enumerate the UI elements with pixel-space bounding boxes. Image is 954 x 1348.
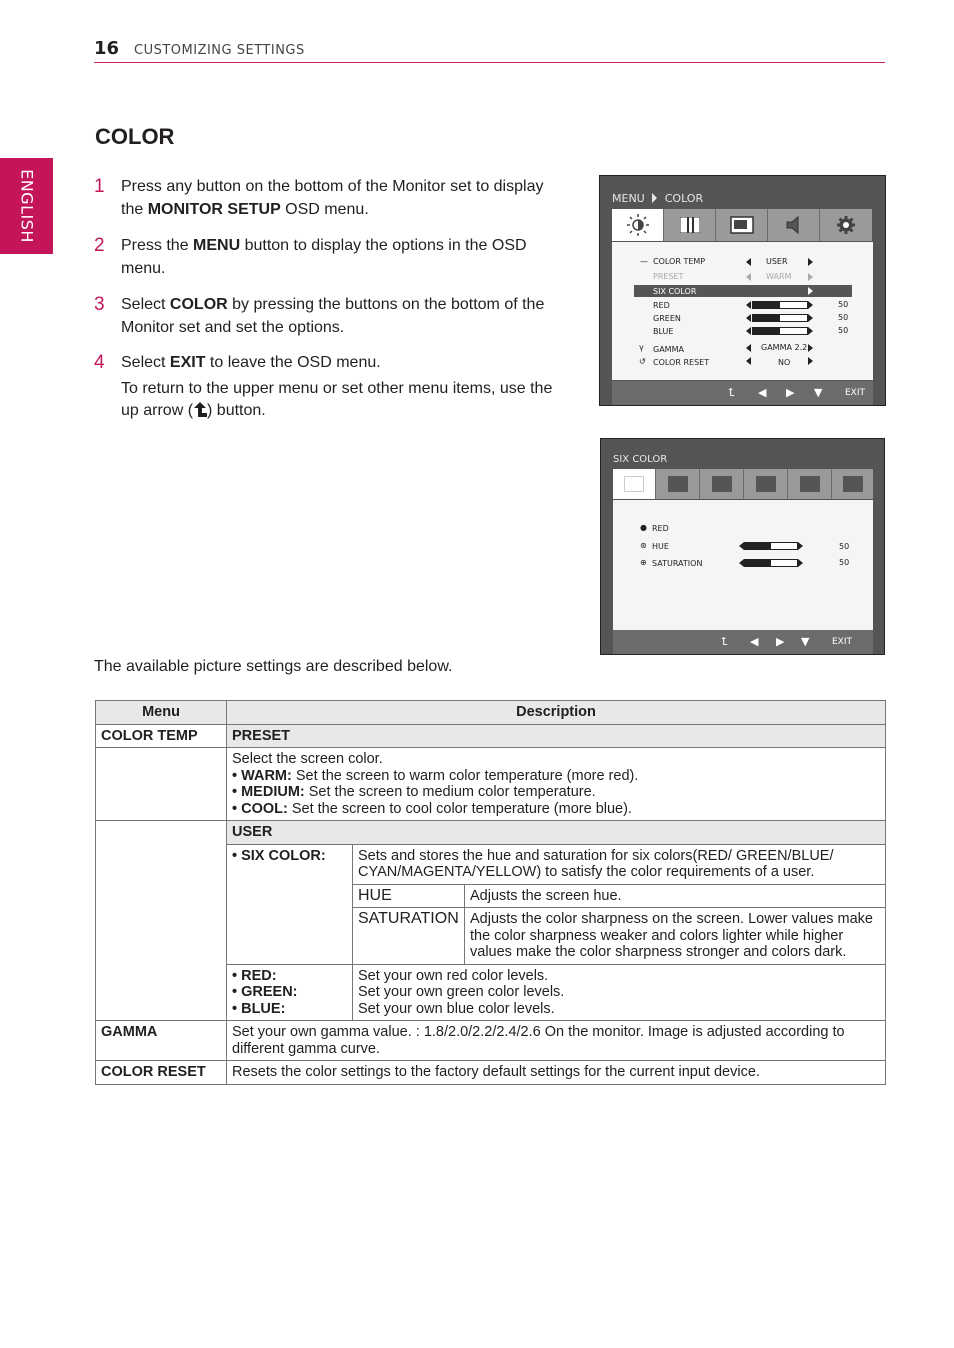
step-text: Press the — [121, 237, 194, 254]
rgb-labels — [227, 964, 353, 1021]
osd-tab-bar — [612, 209, 872, 241]
osd-six-color-menu — [600, 438, 885, 655]
osd-tab-audio[interactable] — [768, 209, 820, 241]
blue-description: Set your own blue color levels. — [358, 1000, 555, 1017]
osd-tab-display[interactable] — [716, 209, 768, 241]
up-arrow-icon — [193, 402, 207, 417]
settings-table — [95, 700, 886, 1085]
step-text: OSD menu. — [280, 200, 369, 218]
preset-intro: Select the screen color. — [232, 751, 383, 767]
submenu-user: USER — [227, 821, 886, 845]
gear-icon — [836, 215, 856, 235]
step-text: to leave the OSD menu. — [205, 354, 381, 371]
arrow-right-icon[interactable]: ▶ — [776, 635, 785, 648]
table-row — [96, 1061, 886, 1085]
preset-medium-label: • MEDIUM: — [232, 784, 305, 800]
osd-option-saturation[interactable]: SATURATION — [652, 559, 703, 568]
menu-color-reset: COLOR RESET — [96, 1061, 227, 1085]
arrow-left-icon[interactable] — [746, 314, 751, 322]
arrow-right-icon[interactable] — [808, 301, 813, 309]
osd-color-swatch-magenta[interactable] — [788, 469, 832, 499]
osd-option-blue[interactable]: BLUE — [653, 327, 674, 336]
red-label: • RED: — [232, 967, 277, 984]
menu-gamma: GAMMA — [96, 1021, 227, 1061]
gamma-description: Set your own gamma value. : 1.8/2.0/2.2/2.4/2.6 On the monitor. Image is adjusted according to different gamma curve. — [227, 1021, 886, 1061]
osd-value: NO — [778, 358, 791, 367]
six-color-label: • SIX COLOR: — [227, 844, 353, 964]
preset-cool-text: Set the screen to cool color temperature (more blue). — [287, 800, 632, 817]
arrow-left-icon[interactable]: ◀ — [758, 386, 767, 399]
osd-option-hue[interactable]: HUE — [652, 542, 669, 551]
osd-slider-red[interactable] — [752, 301, 808, 309]
step-number: 3 — [94, 294, 105, 315]
color-reset-description: Resets the color settings to the factory default settings for the current input device. — [227, 1061, 886, 1085]
osd-exit-button[interactable]: EXIT — [832, 637, 853, 647]
osd-option-preset[interactable]: PRESET — [653, 272, 684, 281]
osd-slider-saturation[interactable] — [744, 559, 798, 567]
osd-tab-picture[interactable] — [612, 209, 664, 241]
table-row — [96, 821, 886, 845]
arrow-right-icon[interactable] — [808, 344, 813, 352]
column-header-menu: Menu — [96, 701, 227, 725]
osd-slider-fill — [745, 543, 771, 549]
minus-icon: — — [640, 257, 648, 266]
step-number: 1 — [94, 176, 105, 197]
red-description: Set your own red color levels. — [358, 967, 549, 984]
speaker-icon — [784, 215, 804, 235]
osd-option-green[interactable]: GREEN — [653, 314, 681, 323]
six-color-description: Sets and stores the hue and saturation for six colors(RED/ GREEN/BLUE/ CYAN/MAGENTA/YELLOW) to satisfy the color requirements of a user. — [353, 844, 886, 884]
osd-slider-blue[interactable] — [752, 327, 808, 335]
osd-option-red[interactable]: RED — [653, 301, 670, 310]
osd-value: 50 — [839, 558, 850, 567]
step-text: by pressing the buttons on the bottom of the Monitor set and set the options. — [121, 296, 545, 336]
step-4 — [94, 352, 564, 423]
arrow-right-icon[interactable] — [798, 542, 803, 550]
reset-icon: ↺ — [639, 357, 646, 366]
step-note: ) button. — [207, 402, 266, 419]
arrow-left-icon[interactable] — [746, 301, 751, 309]
arrow-right-icon[interactable] — [808, 273, 813, 281]
table-row — [96, 748, 886, 821]
osd-value: GAMMA 2.2 — [761, 343, 808, 352]
arrow-right-icon[interactable] — [798, 559, 803, 567]
step-number: 4 — [94, 352, 105, 373]
osd-option-color-temp[interactable]: COLOR TEMP — [653, 257, 706, 266]
osd-value: 50 — [838, 326, 849, 335]
intro-text: The available picture settings are described below. — [94, 658, 453, 675]
osd-slider-fill — [753, 328, 780, 334]
step-keyword: EXIT — [169, 354, 206, 371]
green-description: Set your own green color levels. — [358, 984, 565, 1000]
arrow-right-icon[interactable] — [808, 314, 813, 322]
osd-slider-fill — [745, 560, 771, 566]
preset-warm-label: • WARM: — [232, 767, 292, 784]
step-text: Press any button on the bottom of the Monitor set to display the — [121, 178, 544, 218]
arrow-right-icon[interactable] — [808, 357, 813, 365]
preset-warm-text: Set the screen to warm color temperature (more red). — [291, 767, 639, 784]
submenu-preset: PRESET — [227, 724, 886, 748]
saturation-label: SATURATION — [353, 908, 465, 965]
language-tab-label: ENGLISH — [17, 169, 37, 243]
up-arrow-icon[interactable]: ⮤ — [721, 635, 728, 648]
arrow-left-icon[interactable] — [746, 273, 751, 281]
step-number: 2 — [94, 235, 105, 256]
arrow-right-icon[interactable] — [808, 327, 813, 335]
rgb-descriptions — [353, 964, 886, 1021]
color-bars-icon — [680, 217, 700, 233]
osd-color-swatch-yellow[interactable] — [832, 469, 873, 499]
osd-options-panel — [612, 242, 873, 380]
osd-color-swatch-blue[interactable] — [700, 469, 744, 499]
blue-label: • BLUE: — [232, 1000, 286, 1017]
green-label: • GREEN: — [232, 984, 298, 1000]
osd-value: USER — [766, 257, 788, 266]
osd-breadcrumb — [612, 192, 703, 205]
preset-description — [227, 748, 886, 821]
step-keyword: COLOR — [169, 296, 228, 313]
column-header-description: Description — [227, 701, 886, 725]
arrow-left-icon[interactable] — [746, 344, 751, 352]
osd-tab-color[interactable] — [664, 209, 716, 241]
osd-breadcrumb-menu: MENU — [612, 192, 645, 205]
language-tab — [0, 158, 53, 254]
arrow-left-icon[interactable] — [746, 327, 751, 335]
hue-label: HUE — [353, 884, 465, 908]
step-keyword: MENU — [193, 237, 241, 254]
osd-button-bar — [613, 630, 873, 654]
gamma-icon: γ — [639, 343, 644, 352]
brightness-icon — [626, 213, 650, 237]
menu-color-temp: COLOR TEMP — [96, 724, 227, 748]
step-text: Select — [121, 296, 170, 313]
osd-color-swatch-red[interactable] — [613, 469, 656, 499]
arrow-left-icon[interactable] — [746, 357, 751, 365]
osd-slider-fill — [753, 302, 780, 308]
bullet-icon: ● — [640, 523, 647, 532]
step-text: button to display the options in the OSD menu. — [121, 237, 527, 277]
arrow-right-icon[interactable] — [808, 258, 813, 266]
chevron-right-icon — [652, 193, 657, 203]
osd-slider-green[interactable] — [752, 314, 808, 322]
osd-title: SIX COLOR — [613, 454, 668, 465]
arrow-left-icon[interactable] — [746, 258, 751, 266]
arrow-right-icon[interactable]: ▶ — [786, 386, 795, 399]
step-3 — [94, 294, 564, 339]
osd-breadcrumb-color: COLOR — [664, 192, 704, 205]
osd-option-color-reset[interactable]: COLOR RESET — [653, 358, 710, 367]
arrow-right-icon[interactable] — [808, 287, 813, 295]
osd-tab-settings[interactable] — [820, 209, 872, 241]
osd-color-swatch-green[interactable] — [656, 469, 700, 499]
osd-button-bar — [612, 381, 873, 405]
step-keyword: MONITOR SETUP — [147, 200, 281, 218]
osd-value: WARM — [766, 272, 792, 281]
arrow-down-icon[interactable]: ▼ — [801, 635, 810, 648]
osd-option-gamma[interactable]: GAMMA — [653, 345, 684, 354]
saturation-description: Adjusts the color sharpness on the screen. Lower values make the color sharpness weaker and colors lighter while higher values make the color sharpness stronger and colors dark. — [465, 908, 886, 965]
section-header: CUSTOMIZING SETTINGS — [134, 43, 305, 58]
saturation-icon: ⊕ — [640, 558, 647, 567]
hue-description: Adjusts the screen hue. — [465, 884, 886, 908]
page-title: COLOR — [95, 124, 175, 149]
table-row — [96, 1021, 886, 1061]
table-header-row — [96, 701, 886, 725]
hue-icon: ⊛ — [640, 541, 647, 550]
osd-option-six-color[interactable]: SIX COLOR — [653, 287, 697, 296]
page-number: 16 — [94, 38, 120, 59]
step-1 — [94, 176, 564, 221]
step-note: To return to the upper menu or set other menu items, use the up arrow ( — [121, 379, 553, 419]
up-arrow-icon[interactable]: ⮤ — [728, 386, 735, 399]
osd-value: 50 — [838, 313, 849, 322]
osd-color-menu — [599, 175, 886, 406]
osd-option-red[interactable]: RED — [652, 524, 669, 533]
step-2 — [94, 235, 564, 280]
osd-value: 50 — [838, 300, 849, 309]
osd-slider-hue[interactable] — [744, 542, 798, 550]
osd-exit-button[interactable]: EXIT — [845, 388, 866, 398]
arrow-left-icon[interactable]: ◀ — [750, 635, 759, 648]
osd-color-swatch-cyan[interactable] — [744, 469, 788, 499]
header-divider — [94, 62, 885, 63]
arrow-down-icon[interactable]: ▼ — [814, 386, 823, 399]
osd-options-panel — [613, 500, 873, 630]
table-row — [96, 724, 886, 748]
osd-tab-bar — [613, 469, 873, 499]
osd-value: 50 — [839, 542, 850, 551]
step-text: Select — [121, 354, 170, 371]
osd-slider-fill — [753, 315, 780, 321]
preset-cool-label: • COOL: — [232, 800, 288, 817]
screen-icon — [730, 216, 754, 234]
preset-medium-text: Set the screen to medium color temperature. — [304, 784, 596, 800]
